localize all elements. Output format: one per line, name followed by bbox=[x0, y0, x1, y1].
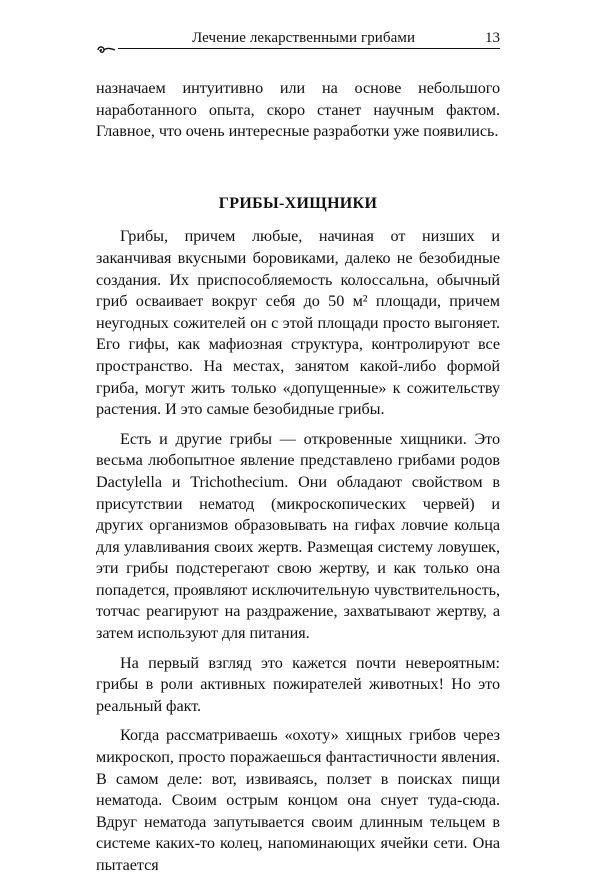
running-title: Лечение лекарственными грибами bbox=[188, 30, 419, 47]
scroll-ornament-icon bbox=[96, 42, 116, 52]
paragraph-1: Грибы, причем любые, начиная от низших и заканчивая вкусными боровиками, далеко не безобидные создания. Их приспособляемость колоссальна, обычный гриб осваивает вокруг себя до 50 м² площади, причем неугодных сожителей он с этой площади просто выгоняет. Его гифы, как мафиозная структура, контролируют все пространство. На местах, занятом какой-либо формой гриба, могут жить только «допущенные» к сожительству растения. И это самые безобидные грибы. bbox=[96, 227, 500, 419]
paragraph-4: Когда рассматриваешь «охоту» хищных грибов через микроскоп, просто поражаешься фантастичности явления. В самом деле: вот, извиваясь, ползет в поисках пищи нематода. Своим острым концом она снует туда-сюда. Вдруг нематода запутывается своим длинным тельцем в системе каких-то колец, напоминающих ячейки сети. Она пытается bbox=[96, 726, 500, 874]
paragraph-3: На первый взгляд это кажется почти невероятным: грибы в роли активных пожирателей животных! Но это реальный факт. bbox=[96, 653, 500, 715]
section-title: ГРИБЫ-ХИЩНИКИ bbox=[218, 194, 378, 212]
page-number: 13 bbox=[481, 30, 500, 47]
paragraph-2: Есть и другие грибы — откровенные хищники. Это весьма любопытное явление представлено грибами родов Dactylella и Trichothecium. Они обладают свойством в присутствии нематод (микроскопических червей) и других организмов образовывать на гифах ловчие кольца для улавливания своих жертв. Размещая систему ловушек, эти грибы подстерегают свою жертву, и как только она попадется, проявляют исключительную чувствительность, тотчас реагируют на раздражение, захватывают жертву, а затем используют для питания. bbox=[96, 429, 500, 643]
header-rule bbox=[118, 48, 500, 49]
page-header bbox=[96, 28, 500, 58]
page-content bbox=[96, 78, 500, 877]
intro-paragraph: назначаем интуитивно или на основе небольшого наработанного опыта, скоро станет научным фактом. Главное, что очень интересные разработки уже появились. bbox=[96, 79, 500, 141]
